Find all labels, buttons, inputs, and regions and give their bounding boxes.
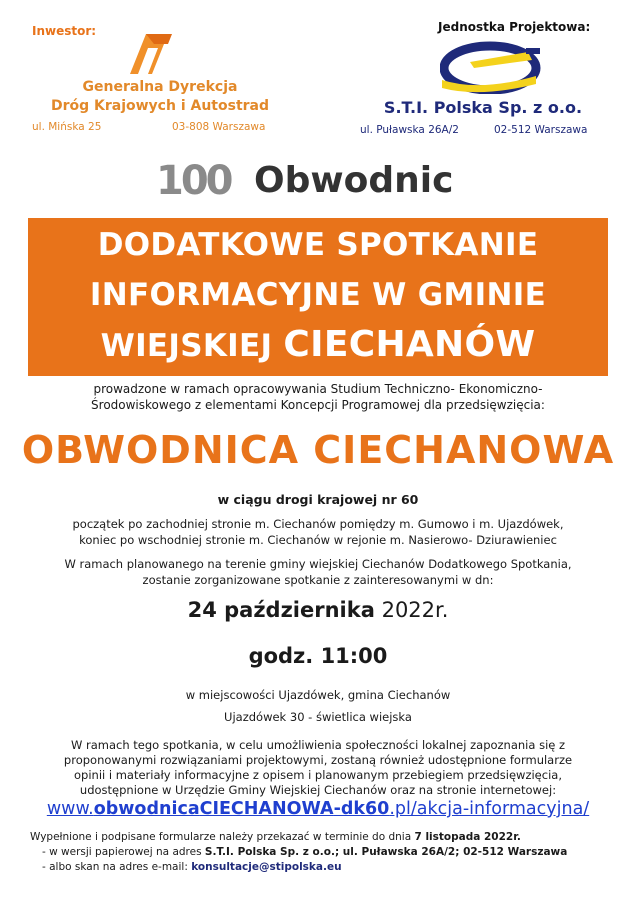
investor-name: Generalna Dyrekcja Dróg Krajowych i Autostrad	[50, 79, 270, 114]
website-link[interactable]: www.obwodnicaCIECHANOWA-dk60.pl/akcja-informacyjna/	[46, 799, 590, 819]
meeting-location: w miejscowości Ujazdówek, gmina Ciechanów Ujazdówek 30 - świetlica wiejska	[185, 688, 451, 724]
purpose-paragraph: W ramach tego spotkania, w celu umożliwienia społeczności lokalnej zapoznania się z proponowanymi rozwiązaniami projektowymi, zostaną również udostępnione formularze opinii i materiały informacyjne z opisem i planowanym przebiegiem przedsięwzięcia, udostępnione w Urzędzie Gminy Wiejskiej Ciechanów oraz na stronie internetowej:	[63, 738, 573, 797]
forms-deadline: Wypełnione i podpisane formularze należy przekazać w terminie do dnia 7 listopada 2022r.	[30, 831, 521, 843]
project-title: OBWODNICA CIECHANOWA	[21, 428, 615, 472]
forms-info	[30, 830, 620, 875]
sti-logo-icon	[440, 40, 546, 94]
designer-label: Jednostka Projektowa:	[438, 20, 591, 34]
announcement-text: W ramach planowanego na terenie gminy wiejskiej Ciechanów Dodatkowego Spotkania, zostanie zorganizowane spotkanie z zainteresowanymi w dn:	[64, 557, 572, 587]
forms-paper-address: - w wersji papierowej na adres S.T.I. Polska Sp. z o.o.; ul. Puławska 26A/2; 02-512 Warszawa	[42, 846, 568, 858]
route-description: początek po zachodniej stronie m. Ciechanów pomiędzy m. Gumowo i m. Ujazdówek, koniec po wschodniej stronie m. Ciechanów w rejonie m. Nasierowo- Dziurawieniec	[72, 517, 564, 547]
meeting-time: godz. 11:00	[248, 644, 388, 668]
gddkia-logo-icon	[124, 30, 174, 74]
designer-name: S.T.I. Polska Sp. z o.o.	[383, 98, 583, 117]
designer-city: 02-512 Warszawa	[494, 124, 588, 136]
email-link[interactable]: konsultacje@stipolska.eu	[191, 861, 342, 873]
program-logo-text: Obwodnic	[254, 160, 454, 201]
forms-email: - albo skan na adres e-mail: konsultacje@stipolska.eu	[42, 861, 342, 873]
designer-street: ul. Puławska 26A/2	[360, 124, 459, 136]
road-info: w ciągu drogi krajowej nr 60	[217, 492, 419, 507]
investor-street: ul. Mińska 25	[32, 121, 102, 133]
intro-text: prowadzone w ramach opracowywania Studium Techniczno- Ekonomiczno- Środowiskowego z elementami Koncepcji Programowej dla przedsięwzięcia:	[91, 382, 545, 412]
title-banner	[28, 218, 608, 376]
program-logo-number: 100	[156, 158, 231, 204]
banner-line-1: DODATKOWE SPOTKANIE	[97, 227, 539, 263]
investor-label: Inwestor:	[32, 24, 97, 38]
website-link-container	[0, 799, 636, 819]
investor-city: 03-808 Warszawa	[172, 121, 266, 133]
banner-line-2: INFORMACYJNE W GMINIE	[89, 277, 547, 313]
meeting-date: 24 października 2022r.	[187, 598, 449, 622]
banner-line-3: WIEJSKIEJ CIECHANÓW	[100, 324, 536, 365]
